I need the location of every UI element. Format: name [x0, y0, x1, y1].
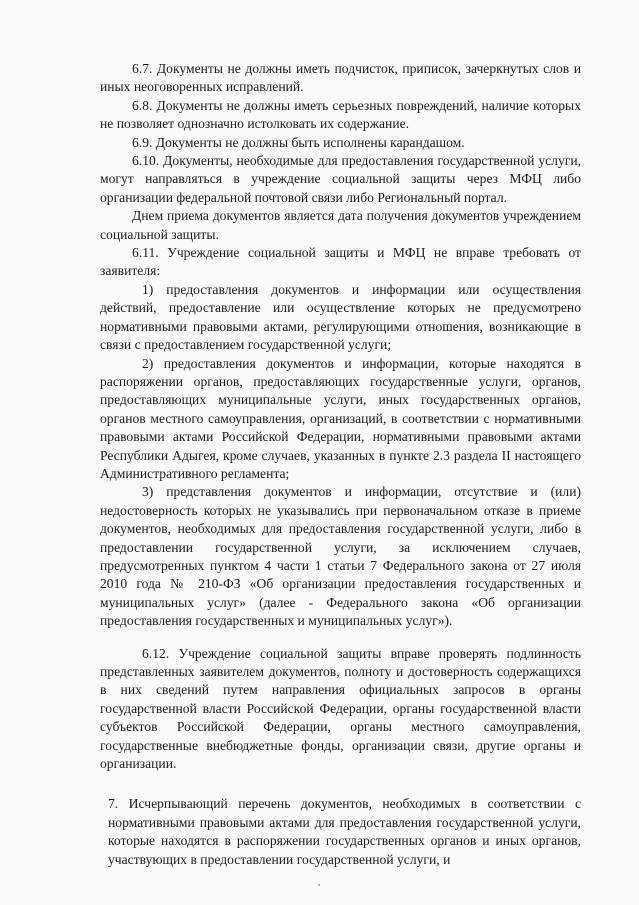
paragraph-6-10: 6.10. Документы, необходимые для предоставления государственной услуги, могут направляться в учреждение социальной защиты через МФЦ либо организации федеральной почтовой связи либо Региональный портал.	[100, 153, 581, 205]
paragraph-7: 7. Исчерпывающий перечень документов, необходимых в соответствии с нормативными правовыми актами для предоставления государственной услуги, которые находятся в распоряжении государственных органов и иных органов, участвующих в предоставлении государственной услуги, и	[108, 796, 581, 867]
paragraph-6-11-item-3: 3) представления документов и информации, отсутствие и (или) недостоверность которых не указывались при первоначальном отказе в приеме документов, необходимых для предоставления государственной услуги, либо в предоставлении государственной услуги, за исключением случаев, предусмотренных пунктом 4 части 1 статьи 7 Федерального закона от 27 июля 2010 года № 210-ФЗ «Об организации предоставления государственных и муниципальных услуг» (далее - Федерального закона «Об организации предоставления государственных и муниципальных услуг»).	[100, 484, 581, 629]
paragraph-6-11-item-1: 1) предоставления документов и информации или осуществления действий, предоставление или осуществление которых не предусмотрено нормативными правовыми актами, регулирующими отношения, возникающие в связи с предоставлением государственной услуги;	[100, 281, 581, 353]
paragraph-reception-day: Днем приема документов является дата получения документов учреждением социальной защиты.	[100, 208, 581, 242]
paragraph-6-7: 6.7. Документы не должны иметь подчисток, приписок, зачеркнутых слов и иных неоговоренных исправлений.	[100, 61, 581, 95]
paragraph-6-9: 6.9. Документы не должны быть исполнены карандашом.	[132, 134, 465, 150]
page-speck	[318, 884, 320, 886]
paragraph-6-8: 6.8. Документы не должны иметь серьезных повреждений, наличие которых не позволяет однозначно истолковать их содержание.	[100, 97, 581, 132]
paragraph-6-11: 6.11. Учреждение социальной защиты и МФЦ не вправе требовать от заявителя:	[100, 245, 581, 279]
paragraph-6-12: 6.12. Учреждение социальной защиты вправе проверять подлинность представленных заявителем документов, полноту и достоверность содержащихся в них сведений путем направления официальных запросов в органы государственной власти Российской Федерации, органы государственной власти субъектов Российской Федерации, органы местного самоуправления, государственные внебюджетные фонды, организации связи, другие органы и организации.	[100, 645, 581, 772]
paragraph-6-11-item-2: 2) предоставления документов и информации, которые находятся в распоряжении органов, предоставляющих государственные услуги, органов, предоставляющих муниципальные услуги, иных государственных органов, органов местного самоуправления, организаций, в соответствии с нормативными правовыми актами Российской Федерации, нормативными правовыми актами Республики Адыгея, кроме случаев, указанных в пункте 2.3 раздела II настоящего Административного регламента;	[100, 355, 581, 481]
